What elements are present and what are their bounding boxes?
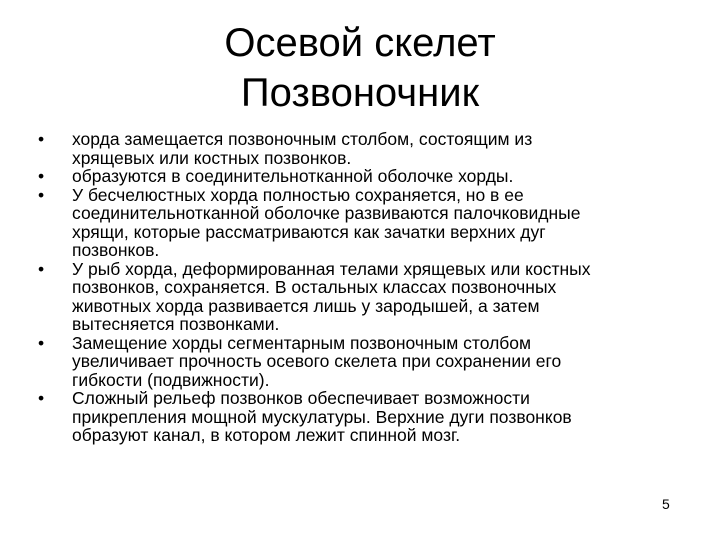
bullet-line: хрящи, которые рассматриваются как зачатки верхних дуг	[72, 221, 546, 242]
bullet-item-5	[38, 334, 678, 390]
slide-title-line-2: Позвоночник	[240, 71, 480, 115]
bullet-item-1	[38, 130, 678, 167]
bullet-line: прикрепления мощной мускулатуры. Верхние дуги позвонков	[72, 406, 572, 427]
bullet-list	[38, 130, 678, 445]
bullet-line: Сложный рельеф позвонков обеспечивает возможности	[72, 388, 530, 408]
bullet-dot-icon: •	[38, 388, 45, 408]
bullet-line: У бесчелюстных хорда полностью сохраняется, но в ее	[72, 184, 524, 205]
bullet-line: животных хорда развивается лишь у зародышей, а затем	[72, 295, 540, 316]
bullet-dot-icon: •	[38, 129, 45, 149]
bullet-line: хрящевых или костных позвонков.	[72, 147, 352, 168]
bullet-item-2	[38, 167, 678, 186]
bullet-line: гибкости (подвижности).	[72, 369, 270, 390]
bullet-item-3	[38, 186, 678, 260]
bullet-dot-icon: •	[38, 258, 45, 279]
bullet-line: У рыб хорда, деформированная телами хрящевых или костных	[72, 258, 591, 279]
bullet-line: соединительнотканной оболочке развиваются палочковидные	[72, 203, 581, 223]
bullet-line: образуются в соединительнотканной оболочке хорды.	[72, 166, 514, 186]
bullet-dot-icon: •	[38, 332, 45, 353]
bullet-line: хорда замещается позвоночным столбом, состоящим из	[72, 129, 533, 149]
bullet-line: вытесняется позвонками.	[72, 314, 280, 334]
bullet-item-4	[38, 260, 678, 334]
slide-title-line-1: Осевой скелет	[224, 21, 496, 65]
bullet-item-6	[38, 389, 678, 445]
bullet-dot-icon: •	[38, 166, 45, 186]
bullet-line: позвонков.	[72, 240, 160, 260]
bullet-line: позвонков, сохраняется. В остальных классах позвоночных	[72, 277, 557, 297]
page-number: 5	[662, 496, 670, 512]
bullet-dot-icon: •	[38, 184, 45, 205]
bullet-line: увеличивает прочность осевого скелета при сохранении его	[72, 351, 562, 371]
slide-title	[140, 18, 580, 118]
bullet-line: образуют канал, в котором лежит спинной мозг.	[72, 425, 461, 445]
bullet-line: Замещение хорды сегментарным позвоночным столбом	[72, 332, 532, 353]
